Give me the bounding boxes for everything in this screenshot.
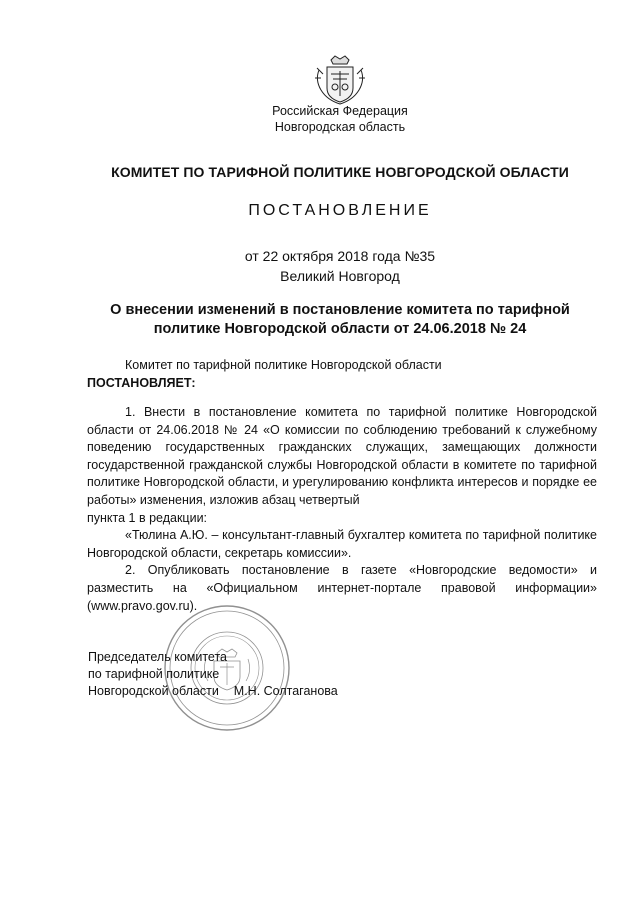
- document-city: Великий Новгород: [280, 268, 400, 284]
- signature-position-1: Председатель комитета: [88, 650, 228, 664]
- signatory-name: М.Н. Солтаганова: [233, 684, 338, 698]
- region-header: [0, 103, 640, 135]
- intro-block: [87, 356, 597, 392]
- paragraph-2: «Тюлина А.Ю. – консультант-главный бухгалтер комитета по тарифной политике Новгородской области, секретарь комиссии».: [87, 528, 597, 560]
- intro-issuer: Комитет по тарифной политике Новгородской области: [125, 358, 442, 372]
- document-body: [87, 404, 597, 615]
- region-name: Новгородская область: [274, 120, 406, 134]
- signature-position-3: [88, 683, 338, 700]
- date-block: [0, 246, 640, 286]
- country-name: Российская Федерация: [272, 104, 408, 118]
- paragraph-3: 2. Опубликовать постановление в газете «Новгородские ведомости» и разместить на «Официальном интернет-портале правовой информации» (www.pravo.gov.ru).: [87, 563, 597, 613]
- subject-line-2: политике Новгородской области от 24.06.2018 № 24: [153, 321, 527, 337]
- paragraph-1-tail: пункта 1 в редакции:: [87, 510, 208, 525]
- document-type: ПОСТАНОВЛЕНИЕ: [248, 202, 432, 219]
- intro-resolves: ПОСТАНОВЛЯЕТ:: [87, 376, 196, 390]
- subject-line-1: О внесении изменений в постановление комитета по тарифной: [110, 302, 570, 318]
- document-subject: [0, 301, 640, 339]
- signature-position-3-text: Новгородской области: [88, 684, 219, 698]
- coat-of-arms-icon: [311, 54, 369, 106]
- signature-block: [88, 649, 338, 700]
- document-date: от 22 октября 2018 года №35: [244, 248, 436, 264]
- paragraph-1: 1. Внести в постановление комитета по тарифной политике Новгородской области от 24.06.2018 № 24 «О комиссии по соблюдению требований к служебному поведению государственных гражданских служащих, замещающих должности государственной гражданской службы Новгородской области в комитете по тарифной политике Новгородской области, и урегулированию конфликта интересов и порядке ее работы» изменения, изложив абзац четвертый: [87, 405, 597, 507]
- committee-title: КОМИТЕТ ПО ТАРИФНОЙ ПОЛИТИКЕ НОВГОРОДСКОЙ ОБЛАСТИ: [111, 164, 569, 180]
- signature-position-2: по тарифной политике: [88, 667, 220, 681]
